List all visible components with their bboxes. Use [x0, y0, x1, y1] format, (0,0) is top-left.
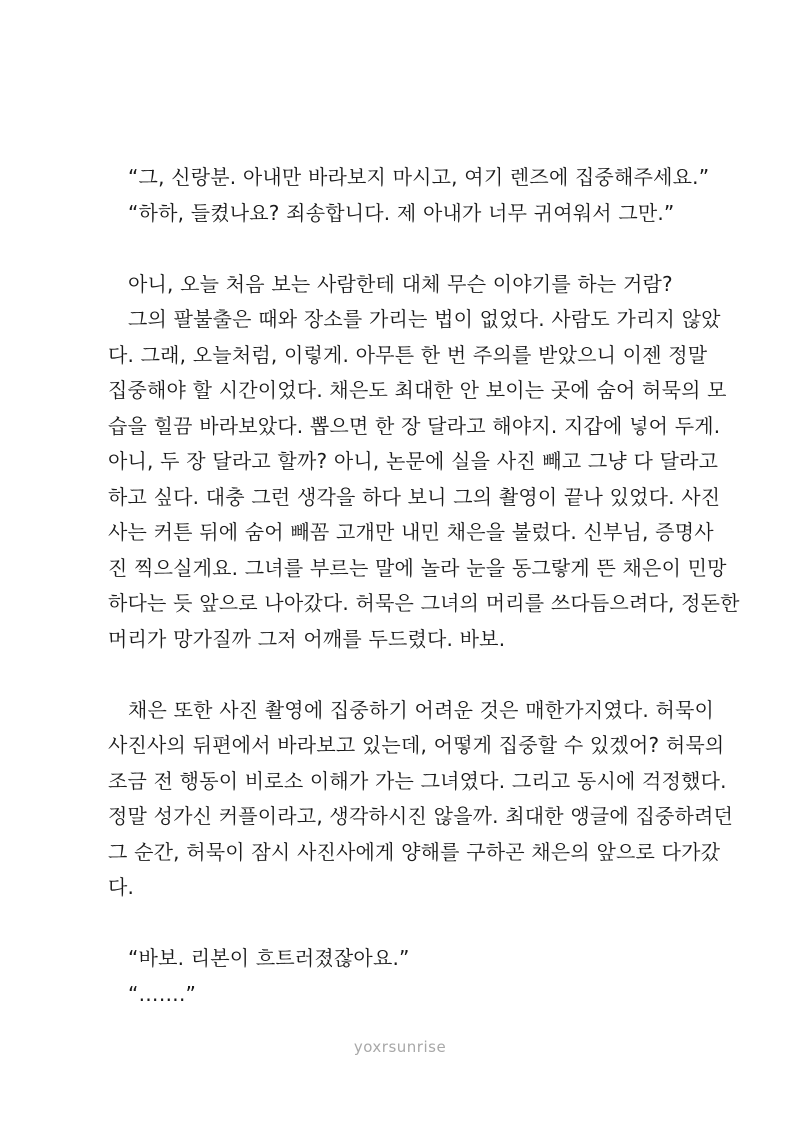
paragraph-line: 하다는 듯 앞으로 나아갔다. 허묵은 그녀의 머리를 쓰다듬으려다, 정돈한 [108, 591, 740, 615]
paragraph-line: 습을 힐끔 바라보았다. 뽑으면 한 장 달라고 해야지. 지갑에 넣어 두게. [108, 413, 721, 438]
paragraph-line: 정말 성가신 커플이라고, 생각하시진 않을까. 최대한 앵글에 집중하려던 [108, 804, 734, 828]
dialogue-line: “바보. 리본이 흐트러졌잖아요.” [128, 946, 410, 970]
paragraph-line: 사는 커튼 뒤에 숨어 빼꼼 고개만 내민 채은을 불렀다. 신부님, 증명사 [108, 520, 714, 544]
paragraph-line: 아니, 두 장 달라고 할까? 아니, 논문에 실을 사진 빼고 그냥 다 달라고 [108, 449, 719, 473]
dialogue-line: “하하, 들켰나요? 죄송합니다. 제 아내가 너무 귀여워서 그만.” [128, 200, 675, 225]
dialogue-line: “그, 신랑분. 아내만 바라보지 마시고, 여기 렌즈에 집중해주세요.” [128, 165, 710, 189]
document-body [108, 160, 740, 1012]
paragraph-line: 그 순간, 허묵이 잠시 사진사에게 양해를 구하곤 채은의 앞으로 다가갔 [108, 839, 721, 864]
paragraph-line: 하고 싶다. 대충 그런 생각을 하다 보니 그의 촬영이 끝나 있었다. 사진 [108, 484, 721, 509]
watermark-text: yoxrsunrise [353, 1038, 447, 1056]
paragraph-line: 다. 그래, 오늘처럼, 이렇게. 아무튼 한 번 주의를 받았으니 이젠 정말 [108, 342, 708, 367]
paragraph-line: 조금 전 행동이 비로소 이해가 가는 그녀였다. 그리고 동시에 걱정했다. [108, 768, 727, 793]
paragraph-line: 다. [108, 875, 135, 899]
paragraph-line: 머리가 망가질까 그저 어깨를 두드렸다. 바보. [108, 626, 506, 651]
paragraph-gap [108, 906, 696, 942]
paragraph-line: 그의 팔불출은 때와 장소를 가리는 법이 없었다. 사람도 가리지 않았 [128, 307, 721, 331]
paragraph-gap [108, 657, 696, 693]
paragraph-line: 진 찍으실게요. 그녀를 부르는 말에 놀라 눈을 동그랗게 뜬 채은이 민망 [108, 555, 727, 580]
paragraph-line: 집중해야 할 시간이었다. 채은도 최대한 안 보이는 곳에 숨어 허묵의 모 [108, 378, 727, 402]
paragraph-line: 채은 또한 사진 촬영에 집중하기 어려운 것은 매한가지였다. 허묵이 [128, 697, 715, 722]
dialogue-line: “…….” [128, 981, 197, 1006]
paragraph-line: 사진사의 뒤편에서 바라보고 있는데, 어떻게 집중할 수 있겠어? 허묵의 [108, 733, 725, 757]
paragraph-gap [108, 231, 696, 267]
paragraph-line: 아니, 오늘 처음 보는 사람한테 대체 무슨 이야기를 하는 거람? [128, 271, 673, 296]
